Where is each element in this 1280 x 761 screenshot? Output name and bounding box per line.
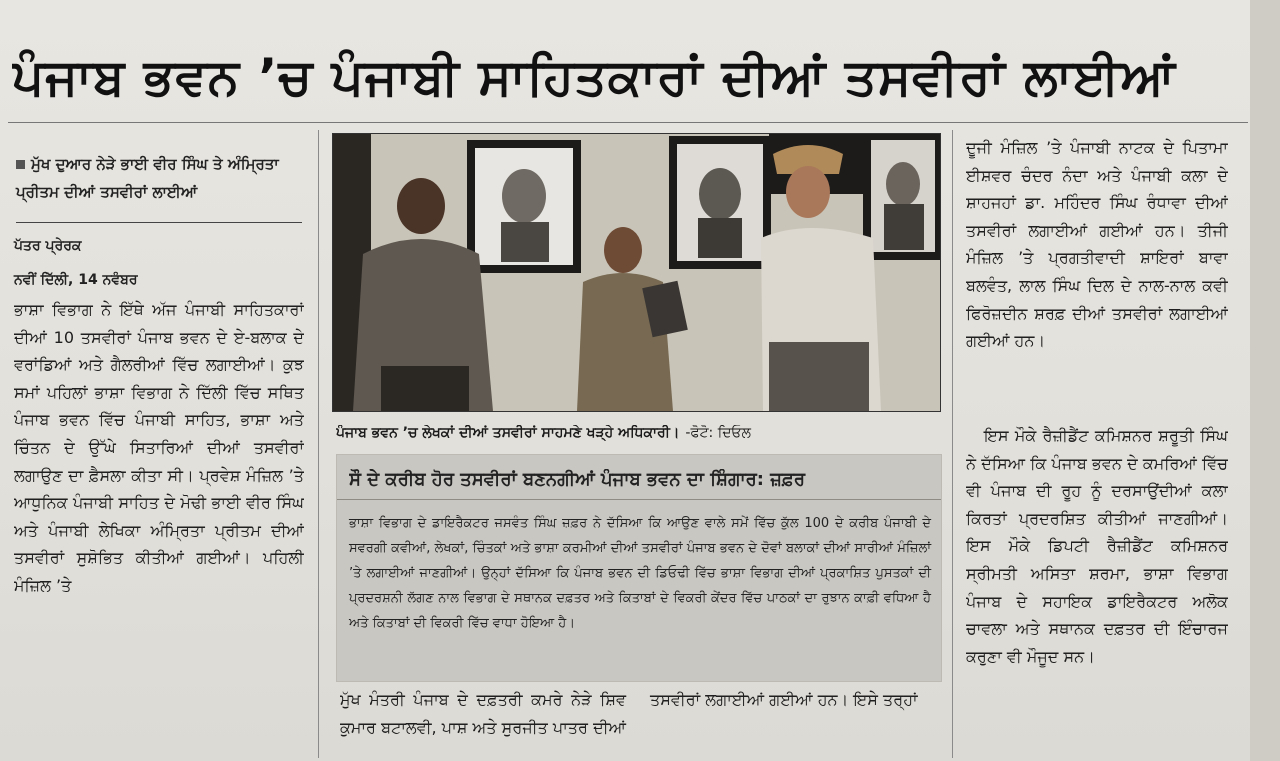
- article-column-left: ਭਾਸ਼ਾ ਵਿਭਾਗ ਨੇ ਇੱਥੇ ਅੱਜ ਪੰਜਾਬੀ ਸਾਹਿਤਕਾਰਾਂ ਦੀਆਂ 10 ਤਸਵੀਰਾਂ ਪੰਜਾਬ ਭਵਨ ਦੇ ਏ-ਬਲਾਕ ਦੇ ਵਰਾਂਡਿਆਂ ਅਤੇ ਗੈਲਰੀਆਂ ਵਿੱਚ ਲਗਾਈਆਂ। ਕੁਝ ਸਮਾਂ ਪਹਿਲਾਂ ਭਾਸ਼ਾ ਵਿਭਾਗ ਨੇ ਦਿੱਲੀ ਵਿੱਚ ਸਥਿਤ ਪੰਜਾਬ ਭਵਨ ਵਿੱਚ ਪੰਜਾਬੀ ਸਾਹਿਤ, ਭਾਸ਼ਾ ਅਤੇ ਚਿੰਤਨ ਦੇ ਉੱਘੇ ਸਿਤਾਰਿਆਂ ਦੀਆਂ ਤਸਵੀਰਾਂ ਲਗਾਉਣ ਦਾ ਫ਼ੈਸਲਾ ਕੀਤਾ ਸੀ। ਪ੍ਰਵੇਸ਼ ਮੰਜ਼ਿਲ ’ਤੇ ਆਧੁਨਿਕ ਪੰਜਾਬੀ ਸਾਹਿਤ ਦੇ ਮੋਢੀ ਭਾਈ ਵੀਰ ਸਿੰਘ ਅਤੇ ਪੰਜਾਬੀ ਲੇਖਿਕਾ ਅੰਮ੍ਰਿਤਾ ਪ੍ਰੀਤਮ ਦੀਆਂ ਤਸਵੀਰਾਂ ਸੁਸ਼ੋਭਿਤ ਕੀਤੀਆਂ ਗਈਆਂ। ਪਹਿਲੀ ਮੰਜ਼ਿਲ ’ਤੇ: [14, 300, 304, 595]
- news-photo: [332, 133, 941, 412]
- subhead-rule: [16, 222, 302, 223]
- article-column-right-top: ਦੂਜੀ ਮੰਜ਼ਿਲ ’ਤੇ ਪੰਜਾਬੀ ਨਾਟਕ ਦੇ ਪਿਤਾਮਾ ਈਸ਼ਵਰ ਚੰਦਰ ਨੰਦਾ ਅਤੇ ਪੰਜਾਬੀ ਕਲਾ ਦੇ ਸ਼ਾਹਜਹਾਂ ਡਾ. ਮਹਿੰਦਰ ਸਿੰਘ ਰੰਧਾਵਾ ਦੀਆਂ ਤਸਵੀਰਾਂ ਲਗਾਈਆਂ ਗਈਆਂ ਹਨ। ਤੀਜੀ ਮੰਜ਼ਿਲ ’ਤੇ ਪ੍ਰਗਤੀਵਾਦੀ ਸ਼ਾਇਰਾਂ ਬਾਵਾ ਬਲਵੰਤ, ਲਾਲ ਸਿੰਘ ਦਿਲ ਦੇ ਨਾਲ-ਨਾਲ ਕਵੀ ਫਿਰੋਜ਼ਦੀਨ ਸ਼ਰਫ਼ ਦੀਆਂ ਤਸਵੀਰਾਂ ਲਗਾਈਆਂ ਗਈਆਂ ਹਨ।: [966, 138, 1228, 351]
- headline-rule: [8, 122, 1248, 123]
- officials-photo-illustration: [333, 134, 940, 411]
- dateline: ਨਵੀਂ ਦਿੱਲੀ, 14 ਨਵੰਬਰ: [14, 272, 138, 288]
- column-divider: [952, 130, 953, 758]
- callout-body: ਭਾਸ਼ਾ ਵਿਭਾਗ ਦੇ ਡਾਇਰੈਕਟਰ ਜਸਵੰਤ ਸਿੰਘ ਜ਼ਫ਼ਰ ਨੇ ਦੱਸਿਆ ਕਿ ਆਉਣ ਵਾਲੇ ਸਮੇਂ ਵਿੱਚ ਕੁੱਲ 100 ਦੇ ਕਰੀਬ ਪੰਜਾਬੀ ਦੇ ਸਵਰਗੀ ਕਵੀਆਂ, ਲੇਖਕਾਂ, ਚਿੰਤਕਾਂ ਅਤੇ ਭਾਸ਼ਾ ਕਰਮੀਆਂ ਦੀਆਂ ਤਸਵੀਰਾਂ ਪੰਜਾਬ ਭਵਨ ਦੇ ਦੋਵਾਂ ਬਲਾਕਾਂ ਦੀਆਂ ਸਾਰੀਆਂ ਮੰਜ਼ਿਲਾਂ ’ਤੇ ਲਗਾਈਆਂ ਜਾਣਗੀਆਂ। ਉਨ੍ਹਾਂ ਦੱਸਿਆ ਕਿ ਪੰਜਾਬ ਭਵਨ ਦੀ ਡਿਓਢੀ ਵਿੱਚ ਭਾਸ਼ਾ ਵਿਭਾਗ ਦੀਆਂ ਪ੍ਰਕਾਸ਼ਿਤ ਪੁਸਤਕਾਂ ਦੀ ਪ੍ਰਦਰਸ਼ਨੀ ਲੱਗਣ ਨਾਲ ਵਿਭਾਗ ਦੇ ਸਥਾਨਕ ਦਫ਼ਤਰ ਅਤੇ ਕਿਤਾਬਾਂ ਦੇ ਵਿਕਰੀ ਕੇਂਦਰ ਵਿੱਚ ਪਾਠਕਾਂ ਦਾ ਰੁਝਾਨ ਕਾਫ਼ੀ ਵਧਿਆ ਹੈ ਅਤੇ ਕਿਤਾਬਾਂ ਦੀ ਵਿਕਰੀ ਵਿੱਚ ਵਾਧਾ ਹੋਇਆ ਹੈ।: [349, 516, 931, 631]
- column-divider: [318, 130, 319, 758]
- callout-heading: ਸੌ ਦੇ ਕਰੀਬ ਹੋਰ ਤਸਵੀਰਾਂ ਬਣਨਗੀਆਂ ਪੰਜਾਬ ਭਵਨ ਦਾ ਸ਼ਿੰਗਾਰ: ਜ਼ਫ਼ਰ: [349, 469, 805, 490]
- reporter: ਪੱਤਰ ਪ੍ਰੇਰਕ: [14, 238, 82, 254]
- photo-credit: -ਫੋਟੋ: ਦਿਓਲ: [685, 425, 751, 441]
- subheadline-text: ਮੁੱਖ ਦੁਆਰ ਨੇੜੇ ਭਾਈ ਵੀਰ ਸਿੰਘ ਤੇ ਅੰਮ੍ਰਿਤਾ ਪ੍ਰੀਤਮ ਦੀਆਂ ਤਸਵੀਰਾਂ ਲਾਈਆਂ: [16, 155, 279, 201]
- headline: ਪੰਜਾਬ ਭਵਨ ’ਚ ਪੰਜਾਬੀ ਸਾਹਿਤਕਾਰਾਂ ਦੀਆਂ ਤਸਵੀਰਾਂ ਲਾਈਆਂ: [12, 48, 1177, 106]
- callout-box: [336, 454, 942, 682]
- page-edge: [1250, 0, 1280, 761]
- callout-rule: [337, 499, 941, 500]
- caption-text: ਪੰਜਾਬ ਭਵਨ ’ਚ ਲੇਖਕਾਂ ਦੀਆਂ ਤਸਵੀਰਾਂ ਸਾਹਮਣੇ ਖੜ੍ਹੇ ਅਧਿਕਾਰੀ।: [336, 425, 680, 441]
- article-column-right-bottom: ਇਸ ਮੌਕੇ ਰੈਜ਼ੀਡੈਂਟ ਕਮਿਸ਼ਨਰ ਸ਼ਰੂਤੀ ਸਿੰਘ ਨੇ ਦੱਸਿਆ ਕਿ ਪੰਜਾਬ ਭਵਨ ਦੇ ਕਮਰਿਆਂ ਵਿੱਚ ਵੀ ਪੰਜਾਬ ਦੀ ਰੂਹ ਨੂੰ ਦਰਸਾਉਂਦੀਆਂ ਕਲਾ ਕਿਰਤਾਂ ਪ੍ਰਦਰਸ਼ਿਤ ਕੀਤੀਆਂ ਜਾਣਗੀਆਂ। ਇਸ ਮੌਕੇ ਡਿਪਟੀ ਰੈਜ਼ੀਡੈਂਟ ਕਮਿਸ਼ਨਰ ਸ੍ਰੀਮਤੀ ਅਸਿਤਾ ਸ਼ਰਮਾ, ਭਾਸ਼ਾ ਵਿਭਾਗ ਪੰਜਾਬ ਦੇ ਸਹਾਇਕ ਡਾਇਰੈਕਟਰ ਅਲੋਕ ਚਾਵਲਾ ਅਤੇ ਸਥਾਨਕ ਦਫ਼ਤਰ ਦੀ ਇੰਚਾਰਜ ਕਰੁਣਾ ਵੀ ਮੌਜੂਦ ਸਨ।: [966, 426, 1228, 666]
- bullet-square-icon: [16, 160, 25, 169]
- photo-caption: [336, 425, 936, 441]
- subheadline: [16, 150, 301, 216]
- article-column-middle: ਮੁੱਖ ਮੰਤਰੀ ਪੰਜਾਬ ਦੇ ਦਫ਼ਤਰੀ ਕਮਰੇ ਨੇੜੇ ਸ਼ਿਵ ਕੁਮਾਰ ਬਟਾਲਵੀ, ਪਾਸ਼ ਅਤੇ ਸੁਰਜੀਤ ਪਾਤਰ ਦੀਆਂ ਤਸਵੀਰਾਂ ਲਗਾਈਆਂ ਗਈਆਂ ਹਨ। ਇਸੇ ਤਰ੍ਹਾਂ: [340, 690, 918, 737]
